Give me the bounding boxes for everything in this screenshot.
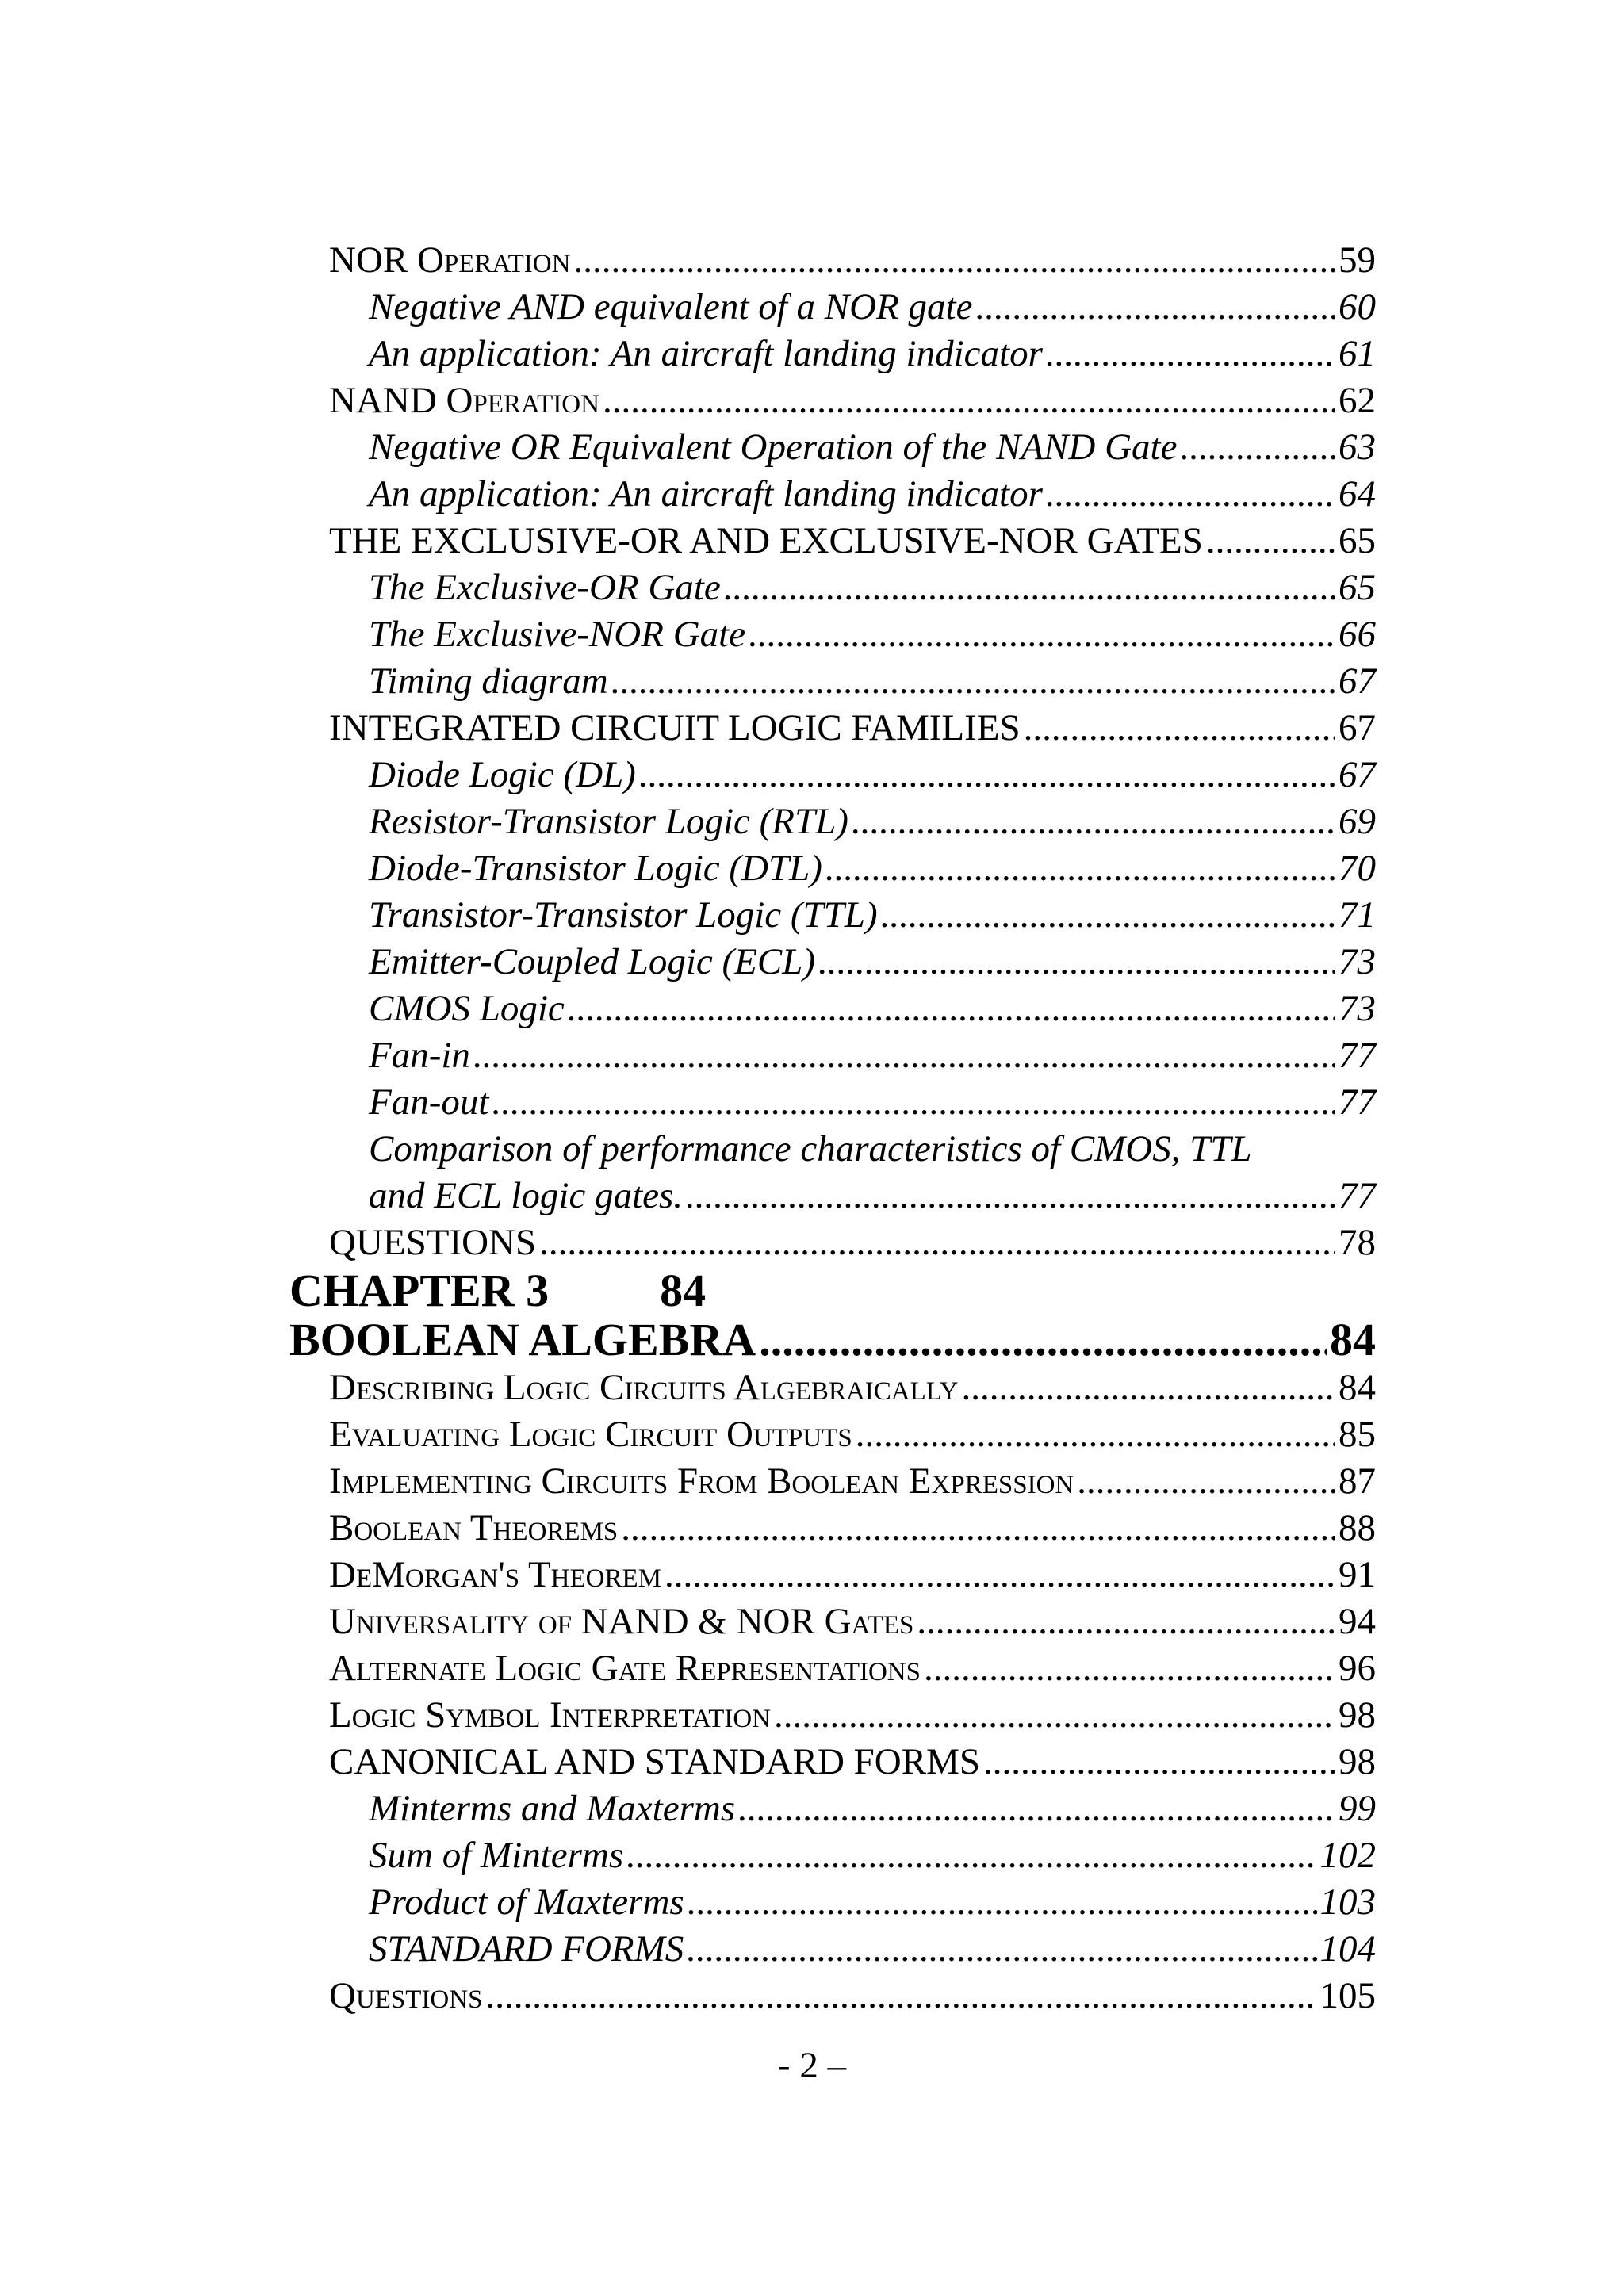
toc-entry-page: 71 [1339, 894, 1376, 936]
toc-entry[interactable] [289, 377, 1376, 424]
page-number: - 2 – [777, 2045, 847, 2086]
dot-leader [1206, 518, 1335, 565]
toc-entry[interactable] [289, 986, 1376, 1032]
toc-entry[interactable] [289, 1973, 1376, 2019]
toc-entry[interactable] [289, 1598, 1376, 1645]
toc-entry-page: 104 [1320, 1928, 1376, 1970]
toc-entry-label: Fan-in [369, 1035, 470, 1076]
table-of-contents [289, 237, 1376, 2019]
toc-entry-page: 87 [1339, 1460, 1376, 1502]
toc-entry-label: Comparison of performance characteristics of CMOS, TTL [369, 1128, 1252, 1169]
toc-entry-page: 60 [1339, 286, 1376, 327]
toc-entry-page: 67 [1339, 754, 1376, 795]
toc-entry[interactable] [289, 705, 1376, 752]
dot-leader [825, 845, 1335, 892]
toc-entry-label: Evaluating Logic Circuit Outputs [329, 1414, 852, 1455]
toc-entry[interactable] [289, 611, 1376, 658]
toc-entry[interactable] [289, 331, 1376, 377]
toc-entry-page: 77 [1339, 1081, 1376, 1123]
toc-entry[interactable] [289, 939, 1376, 986]
toc-entry-page: 62 [1339, 380, 1376, 421]
dot-leader [492, 1079, 1335, 1126]
dot-leader [917, 1598, 1335, 1645]
dot-leader [621, 1505, 1335, 1552]
toc-entry-page: 99 [1339, 1788, 1376, 1829]
dot-leader [1180, 424, 1335, 471]
toc-entry-page: 63 [1339, 427, 1376, 468]
toc-entry-label-continued: and ECL logic gates. [369, 1175, 684, 1216]
toc-entry[interactable] [289, 284, 1376, 331]
toc-entry[interactable] [289, 1173, 1376, 1219]
toc-entry-label: Describing Logic Circuits Algebraically [329, 1367, 959, 1408]
toc-entry-page: 98 [1339, 1694, 1376, 1736]
toc-entry-page: 70 [1339, 848, 1376, 889]
toc-entry-page: 84 [1339, 1367, 1376, 1408]
toc-entry-label: DeMorgan's Theorem [329, 1554, 661, 1595]
chapter-heading[interactable] [289, 1266, 1376, 1315]
toc-entry-page: 78 [1339, 1222, 1376, 1263]
dot-leader [568, 986, 1335, 1032]
toc-entry-page: 65 [1339, 520, 1376, 561]
dot-leader [759, 1315, 1327, 1365]
toc-entry-page: 73 [1339, 941, 1376, 982]
toc-entry[interactable] [289, 1552, 1376, 1598]
toc-entry-label: Alternate Logic Gate Representations [329, 1648, 921, 1689]
toc-entry-page: 105 [1320, 1975, 1376, 2016]
toc-entry-label: Timing diagram [369, 660, 608, 702]
toc-entry[interactable] [289, 1926, 1376, 1973]
toc-entry-page: 61 [1339, 333, 1376, 374]
toc-entry-label: Product of Maxterms [369, 1881, 684, 1923]
dot-leader [611, 658, 1335, 705]
toc-entry[interactable] [289, 518, 1376, 565]
toc-entry-label: Diode-Transistor Logic (DTL) [369, 848, 822, 889]
chapter-title-label: BOOLEAN ALGEBRA [289, 1314, 756, 1365]
dot-leader [749, 611, 1335, 658]
toc-entry[interactable] [289, 1079, 1376, 1126]
toc-entry-label: Questions [329, 1975, 483, 2016]
dot-leader [1046, 471, 1335, 518]
toc-entry[interactable] [289, 565, 1376, 611]
toc-entry[interactable] [289, 1411, 1376, 1458]
toc-entry-label: Fan-out [369, 1081, 489, 1123]
toc-entry[interactable] [289, 1219, 1376, 1266]
chapter-heading-page: 84 [660, 1265, 707, 1316]
toc-entry[interactable] [289, 1832, 1376, 1879]
dot-leader [975, 284, 1335, 331]
toc-entry[interactable] [289, 1032, 1376, 1079]
toc-entry-label: Negative AND equivalent of a NOR gate [369, 286, 973, 327]
toc-entry-page: 96 [1339, 1648, 1376, 1689]
toc-entry[interactable] [289, 845, 1376, 892]
toc-entry[interactable] [289, 1458, 1376, 1505]
dot-leader [856, 1411, 1335, 1458]
toc-entry-label: Transistor-Transistor Logic (TTL) [369, 894, 878, 936]
dot-leader [665, 1552, 1335, 1598]
dot-leader [485, 1973, 1316, 2019]
toc-entry[interactable] [289, 1786, 1376, 1832]
dot-leader [774, 1692, 1335, 1739]
toc-entry[interactable] [289, 1365, 1376, 1411]
toc-entry-page: 77 [1339, 1035, 1376, 1076]
toc-entry-page: 88 [1339, 1507, 1376, 1548]
dot-leader [1046, 331, 1335, 377]
toc-entry-page: 69 [1339, 801, 1376, 842]
toc-entry-label: Negative OR Equivalent Operation of the NAND Gate [369, 427, 1178, 468]
toc-entry[interactable] [289, 237, 1376, 284]
toc-entry-label: Boolean Theorems [329, 1507, 619, 1548]
dot-leader [639, 752, 1335, 798]
toc-entry[interactable] [289, 798, 1376, 845]
toc-entry-page: 103 [1320, 1881, 1376, 1923]
toc-entry-label: NOR Operation [329, 239, 571, 281]
dot-leader [688, 1879, 1317, 1926]
toc-entry[interactable] [289, 1879, 1376, 1926]
dot-leader [738, 1786, 1335, 1832]
chapter-title-page: 84 [1330, 1314, 1376, 1365]
toc-entry[interactable] [289, 471, 1376, 518]
toc-entry[interactable] [289, 1692, 1376, 1739]
chapter-title[interactable] [289, 1315, 1376, 1365]
toc-entry-wrapped-line[interactable] [289, 1126, 1376, 1173]
dot-leader [852, 798, 1335, 845]
dot-leader [687, 1926, 1316, 1973]
toc-entry-label: Resistor-Transistor Logic (RTL) [369, 801, 848, 842]
toc-entry-page: 64 [1339, 473, 1376, 515]
dot-leader [603, 377, 1335, 424]
toc-entry-label: Universality of NAND & NOR Gates [329, 1601, 914, 1642]
toc-entry-page: 94 [1339, 1601, 1376, 1642]
chapter-heading-label: CHAPTER 3 [289, 1265, 550, 1316]
toc-entry-label: CMOS Logic [369, 988, 565, 1029]
toc-entry[interactable] [289, 752, 1376, 798]
toc-entry-label: CANONICAL AND STANDARD FORMS [329, 1741, 981, 1782]
toc-entry[interactable] [289, 1505, 1376, 1552]
toc-entry-label: Emitter-Coupled Logic (ECL) [369, 941, 816, 982]
dot-leader [626, 1832, 1316, 1879]
toc-entry-label: Sum of Minterms [369, 1835, 624, 1876]
toc-entry-page: 67 [1339, 660, 1376, 702]
toc-entry[interactable] [289, 424, 1376, 471]
dot-leader [983, 1739, 1335, 1786]
dot-leader [686, 1173, 1335, 1219]
dot-leader [961, 1365, 1335, 1411]
toc-entry-page: 65 [1339, 567, 1376, 608]
dot-leader [473, 1032, 1335, 1079]
toc-entry[interactable] [289, 892, 1376, 939]
toc-entry-label: The Exclusive-NOR Gate [369, 614, 746, 655]
toc-entry-label: An application: An aircraft landing indicator [369, 473, 1043, 515]
toc-entry-page: 66 [1339, 614, 1376, 655]
toc-entry-label: NAND Operation [329, 380, 599, 421]
dot-leader [1024, 705, 1335, 752]
toc-entry-label: THE EXCLUSIVE-OR AND EXCLUSIVE-NOR GATES [329, 520, 1203, 561]
dot-leader [724, 565, 1335, 611]
toc-entry-label: INTEGRATED CIRCUIT LOGIC FAMILIES [329, 707, 1021, 748]
toc-entry-page: 85 [1339, 1414, 1376, 1455]
dot-leader [1077, 1458, 1335, 1505]
toc-entry-label: Implementing Circuits From Boolean Expression [329, 1460, 1074, 1502]
toc-entry[interactable] [289, 1739, 1376, 1786]
toc-entry-page: 98 [1339, 1741, 1376, 1782]
toc-entry-page: 102 [1320, 1835, 1376, 1876]
toc-entry-label: Diode Logic (DL) [369, 754, 636, 795]
toc-entry-page: 73 [1339, 988, 1376, 1029]
toc-entry-label: Minterms and Maxterms [369, 1788, 736, 1829]
dot-leader [539, 1219, 1335, 1266]
toc-entry-page: 91 [1339, 1554, 1376, 1595]
toc-entry[interactable] [289, 658, 1376, 705]
toc-entry-label: An application: An aircraft landing indicator [369, 333, 1043, 374]
toc-entry-page: 67 [1339, 707, 1376, 748]
toc-entry-label: STANDARD FORMS [369, 1928, 684, 1970]
toc-entry-label: The Exclusive-OR Gate [369, 567, 721, 608]
toc-entry[interactable] [289, 1645, 1376, 1692]
toc-entry-label: QUESTIONS [329, 1222, 537, 1263]
toc-entry-page: 59 [1339, 239, 1376, 281]
dot-leader [924, 1645, 1335, 1692]
toc-entry-page: 77 [1339, 1175, 1376, 1216]
dot-leader [573, 237, 1335, 284]
toc-entry-label: Logic Symbol Interpretation [329, 1694, 772, 1736]
dot-leader [881, 892, 1335, 939]
dot-leader [818, 939, 1335, 986]
